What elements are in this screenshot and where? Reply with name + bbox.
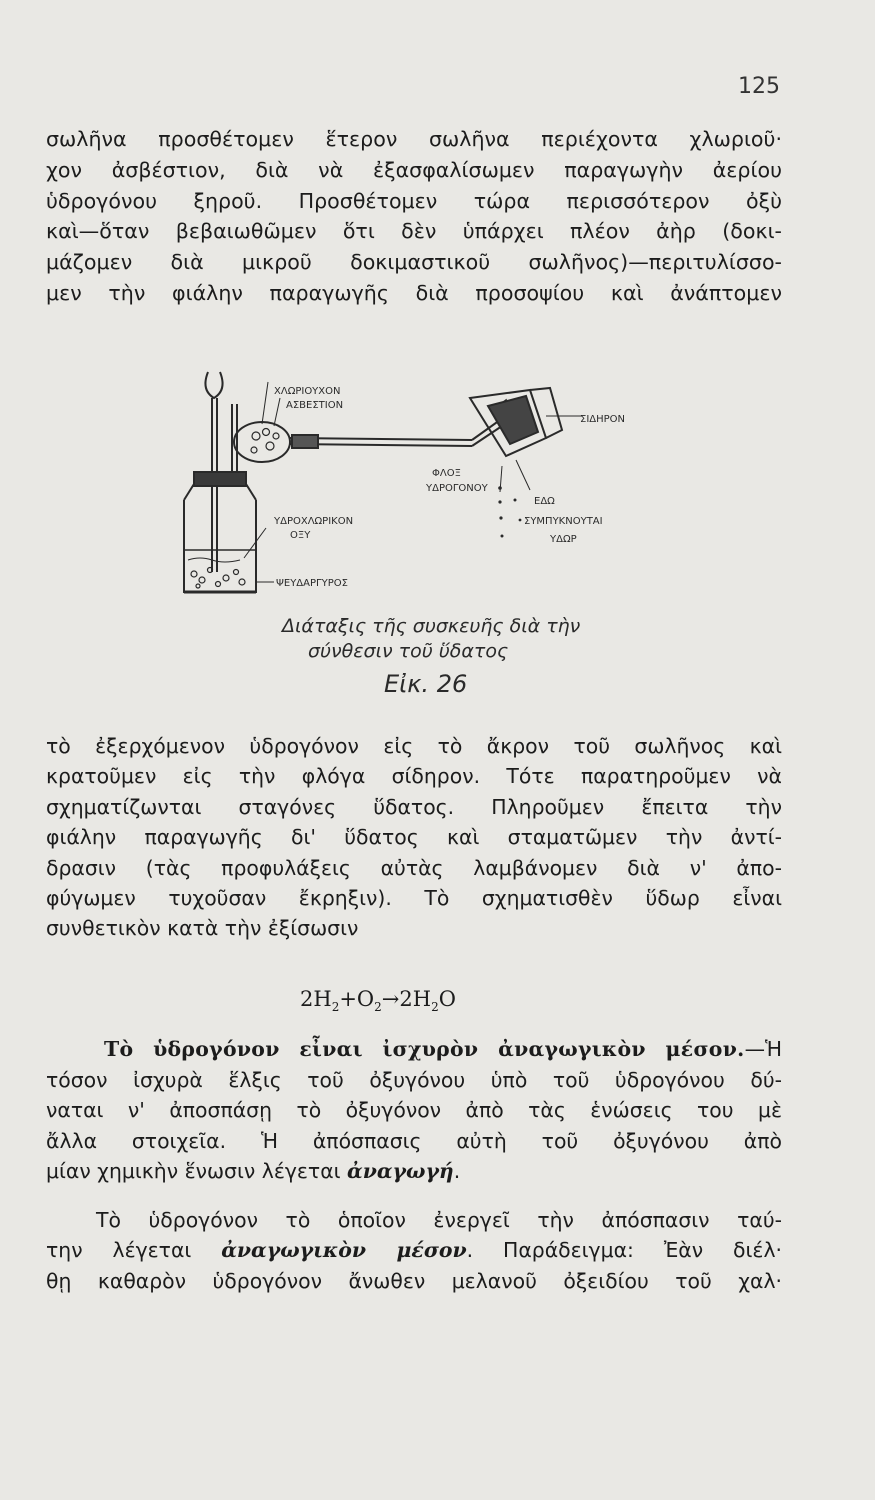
text-line: μάζομεν διὰ μικροῦ δοκιμαστικοῦ σωλῆνος)—περιτυλίσσο- [46, 250, 782, 275]
apparatus-figure [170, 360, 690, 710]
flask-stopper [194, 472, 246, 486]
figure-caption-line2: σύνθεσιν τοῦ ὕδατος [308, 640, 509, 662]
text-line: σχηματίζωνται σταγόνες ὕδατος. Πληροῦμεν ἔπειτα τὴν [46, 794, 782, 819]
eq-part: 2H [300, 987, 332, 1011]
section-heading: Τὸ ὑδρογόνον εἶναι ἰσχυρὸν ἀναγωγικὸν μέσον. [104, 1037, 745, 1061]
text-run: . Παράδειγμα: Ἐὰν διέλ· [466, 1238, 782, 1263]
label-condensing-3: ΥΔΩΡ [550, 534, 577, 545]
paragraph-1 [46, 124, 782, 309]
text-line: φιάλην παραγωγῆς δι' ὕδατος καὶ σταματῶμεν τὴν ἀντί- [46, 825, 782, 850]
chemical-equation [300, 987, 456, 1014]
label-flame: ΦΛΟΞ [432, 468, 461, 479]
text-line: θῃ καθαρὸν ὑδρογόνον ἄνωθεν μελανοῦ ὀξειδίου τοῦ χαλ· [46, 1268, 782, 1293]
eq-part: +O [339, 987, 375, 1011]
label-condensing: ΕΔΩ [534, 496, 555, 507]
text-line: χον ἀσβέστιον, διὰ νὰ ἐξασφαλίσωμεν παραγωγὴν ἀερίου [46, 157, 782, 182]
eq-part: O [438, 987, 456, 1011]
text-line [46, 1034, 782, 1065]
label-calcium-chloride-2: ΑΣΒΕΣΤΙΟΝ [286, 400, 344, 411]
text-run: . [453, 1159, 461, 1184]
drying-bulb [234, 422, 290, 462]
paragraph-4 [46, 1205, 782, 1296]
text-line: σωλῆνα προσθέτομεν ἕτερον σωλῆνα περιέχοντα χλωριοῦ· [46, 127, 782, 151]
text-line: τόσον ἰσχυρὰ ἕλξις τοῦ ὀξυγόνου ὑπὸ τοῦ ὑδρογόνου δύ- [46, 1067, 782, 1092]
paragraph-3 [46, 1034, 782, 1187]
flask-body [184, 500, 256, 592]
label-flame-2: ΥΔΡΟΓΟΝΟΥ [426, 483, 488, 494]
page-number: 125 [738, 74, 780, 99]
label-condensing-2: ΣΥΜΠΥΚΝΟΥΤΑΙ [524, 516, 603, 527]
text-line: δρασιν (τὰς προφυλάξεις αὐτὰς λαμβάνομεν διὰ ν' ἀπο- [46, 855, 782, 880]
eq-part: →2H [381, 987, 432, 1011]
text-line: ὑδρογόνου ξηροῦ. Προσθέτομεν τώρα περισσότερον ὀξὺ [46, 188, 782, 213]
text-line [46, 1156, 782, 1187]
text-line: ναται ν' ἀποσπάσῃ τὸ ὀξυγόνον ἀπὸ τὰς ἑνώσεις του μὲ [46, 1098, 782, 1123]
text-run: την λέγεται [46, 1238, 222, 1263]
droplets [498, 486, 521, 537]
figure-caption-line1: Διάταξις τῆς συσκευῆς διὰ τὴν [282, 615, 581, 637]
term-reduction: ἀναγωγή [347, 1159, 454, 1184]
eq-sub: 2 [431, 1000, 439, 1015]
label-acid: ΥΔΡΟΧΛΩΡΙΚΟΝ [274, 516, 354, 527]
eq-sub: 2 [331, 1000, 340, 1015]
text-run: μίαν χημικὴν ἕνωσιν λέγεται [46, 1159, 348, 1184]
label-zinc: ΨΕΥΔΑΡΓΥΡΟΣ [276, 578, 348, 589]
figure-number: Εἰκ. 26 [384, 670, 468, 698]
text-line: φύγωμεν τυχοῦσαν ἔκρηξιν). Τὸ σχηματισθὲν ὕδωρ εἶναι [46, 885, 782, 910]
heading-tail: —Ἡ [744, 1037, 782, 1061]
text-line: Τὸ ὑδρογόνον τὸ ὁποῖον ἐνεργεῖ τὴν ἀπόσπασιν ταύ- [96, 1208, 782, 1232]
label-calcium-chloride: ΧΛΩΡΙΟΥΧΟΝ [274, 386, 341, 397]
text-line: κρατοῦμεν εἰς τὴν φλόγα σίδηρον. Τότε παρατηροῦμεν νὰ [46, 764, 782, 789]
text-line: ἄλλα στοιχεῖα. Ἡ ἀπόσπασις αὐτὴ τοῦ ὀξυγόνου ἀπὸ [46, 1128, 782, 1153]
text-line: τὸ ἐξερχόμενον ὑδρογόνον εἰς τὸ ἄκρον τοῦ σωλῆνος καὶ [46, 734, 782, 758]
funnel-bulb [206, 372, 223, 398]
text-line: συνθετικὸν κατὰ τὴν ἐξίσωσιν [46, 916, 359, 941]
iron-object [470, 388, 562, 456]
label-acid-2: ΟΞΥ [290, 530, 311, 541]
eq-sub: 2 [374, 1000, 382, 1015]
label-iron: ΣΙΔΗΡΟΝ [580, 414, 626, 425]
paragraph-2 [46, 731, 782, 944]
term-reducing-agent: ἀναγωγικὸν μέσον [221, 1238, 467, 1263]
text-line: καὶ—ὅταν βεβαιωθῶμεν ὅτι δὲν ὑπάρχει πλέον ἀὴρ (δοκι- [46, 219, 782, 244]
text-line: μεν τὴν φιάλην παραγωγῆς διὰ προσοψίου καὶ ἀνάπτομεν [46, 280, 782, 305]
text-line [46, 1235, 782, 1265]
